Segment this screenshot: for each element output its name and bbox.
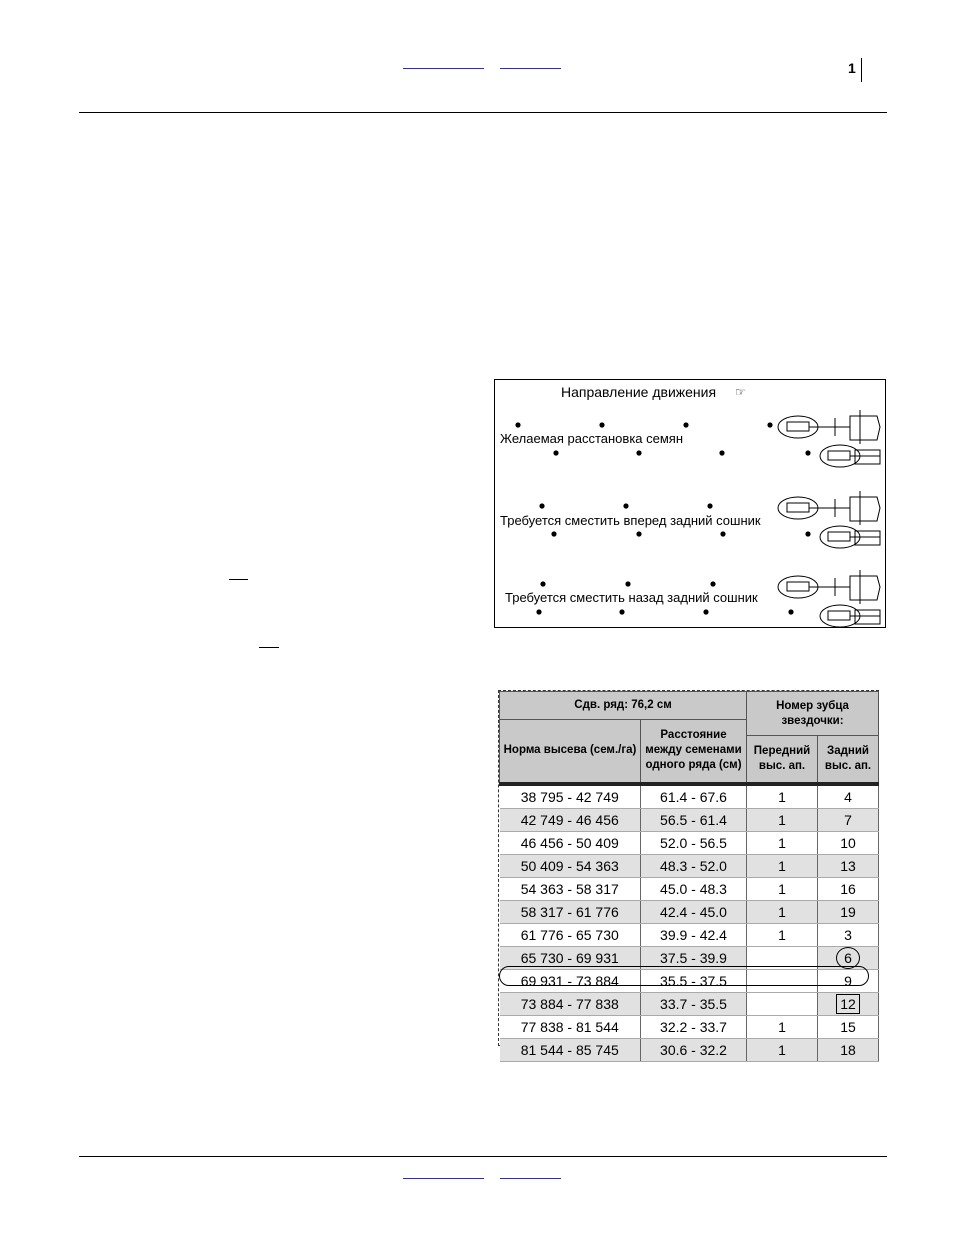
table-row: 50 409 - 54 363 48.3 - 52.0 1 13: [500, 854, 879, 877]
table-row: 42 749 - 46 456 56.5 - 61.4 1 7: [500, 808, 879, 831]
sprocket-header: Номер зубца звездочки:: [747, 692, 879, 736]
footer-rule: [79, 1156, 887, 1157]
table-row: 38 795 - 42 749 61.4 - 67.6 1 4: [500, 784, 879, 809]
hand-pointer-icon: ☞: [735, 385, 746, 399]
table-row: 65 730 - 69 931 37.5 - 39.9 6: [500, 946, 879, 969]
col-seeding-rate: Норма высева (сем./га): [500, 720, 641, 784]
header-link-1[interactable]: [403, 56, 484, 69]
col-front-unit: Передний выс. ап.: [747, 736, 818, 784]
direction-of-travel-label: Направление движения: [561, 384, 717, 400]
table-row: 69 931 - 73 884 35.5 - 37.5 9: [500, 969, 879, 992]
header-page-marker: [861, 58, 862, 82]
shift-back-label: Требуется сместить назад задний сошник: [505, 590, 758, 605]
seed-spacing-figure: [494, 379, 886, 628]
footer-link-1[interactable]: [403, 1166, 484, 1179]
header-rule: [79, 112, 887, 113]
col-rear-unit: Задний выс. ап.: [818, 736, 879, 784]
group-header: Сдв. ряд: 76,2 см: [500, 692, 747, 720]
row-unit-drawings: [778, 410, 880, 627]
table-row: 73 884 - 77 838 33.7 - 35.5 12: [500, 992, 879, 1015]
col-seed-distance: Расстояние между семенами одного ряда (см): [641, 720, 747, 784]
shift-forward-label: Требуется сместить вперед задний сошник: [500, 513, 761, 528]
table-row: 46 456 - 50 409 52.0 - 56.5 1 10: [500, 831, 879, 854]
circled-rear-value: 6: [836, 947, 860, 969]
footer-link-2[interactable]: [500, 1166, 561, 1179]
table-row: 61 776 - 65 730 39.9 - 42.4 1 3: [500, 923, 879, 946]
underline-fragment-2: [259, 647, 279, 648]
table-row: 54 363 - 58 317 45.0 - 48.3 1 16: [500, 877, 879, 900]
page-number: 1: [848, 60, 856, 76]
table-row: 77 838 - 81 544 32.2 - 33.7 1 15: [500, 1015, 879, 1038]
boxed-rear-value: 12: [836, 994, 860, 1014]
desired-spacing-label: Желаемая расстановка семян: [500, 431, 684, 446]
table-row: 58 317 - 61 776 42.4 - 45.0 1 19: [500, 900, 879, 923]
underline-fragment-1: [229, 579, 248, 580]
header-link-2[interactable]: [500, 56, 561, 69]
seeding-rate-table: [498, 690, 879, 1058]
table-row: 81 544 - 85 745 30.6 - 32.2 1 18: [500, 1038, 879, 1061]
